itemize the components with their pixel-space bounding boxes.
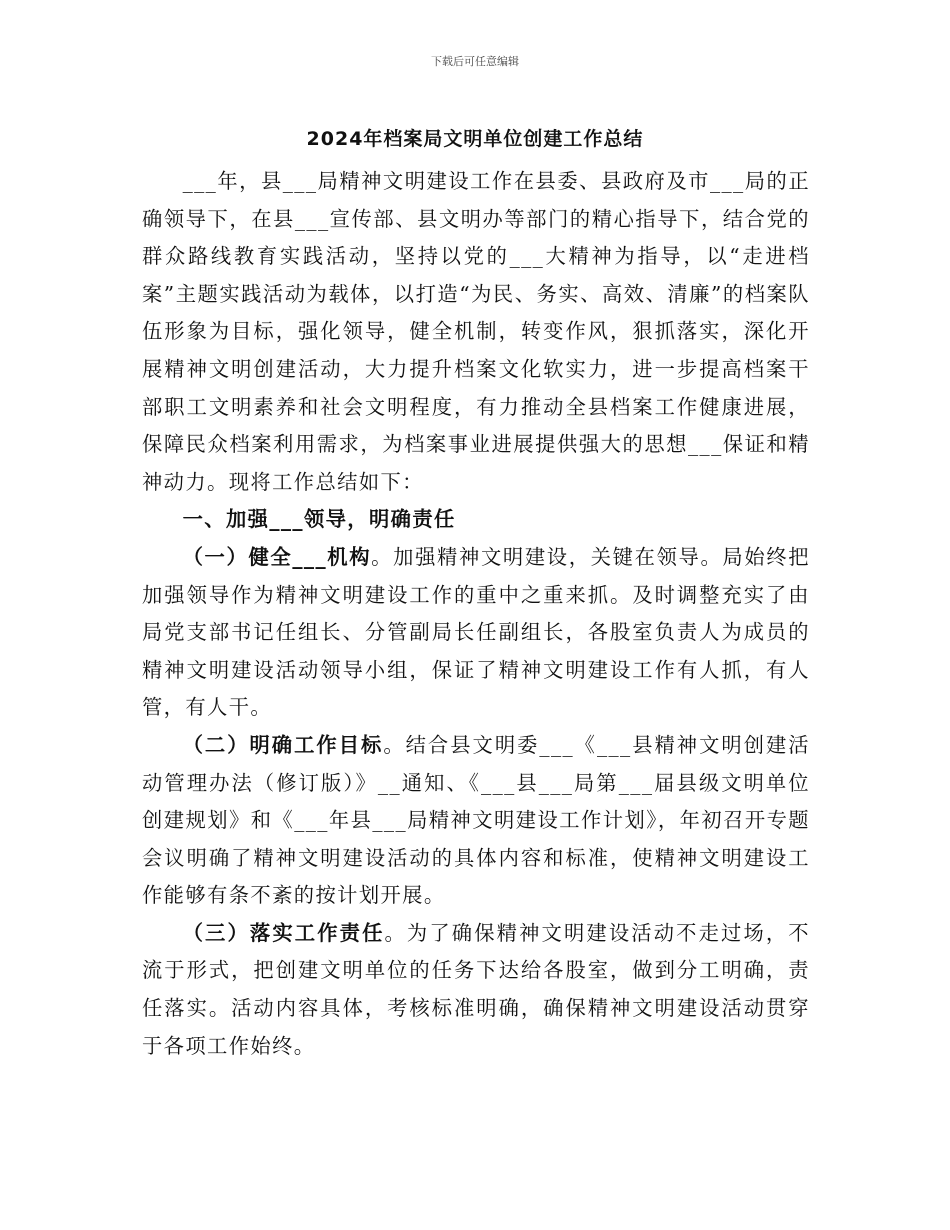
item-3-lead: （三）落实工作责任 bbox=[182, 920, 385, 945]
item-1-text: 。加强精神文明建设，关键在领导。局始终把加强领导作为精神文明建设工作的重中之重来抓。及时调整充实了由局党支部书记任组长、分管副局长任副组长，各股室负责人为成员的精神文明建设活动领导小组，保证了精神文明建设工作有人抓，有人管，有人干。 bbox=[142, 544, 810, 720]
item-3-text: 。为了确保精神文明建设活动不走过场，不流于形式，把创建文明单位的任务下达给各股室，做到分工明确，责任落实。活动内容具体，考核标准明确，确保精神文明建设活动贯穿于各项工作始终。 bbox=[142, 920, 810, 1058]
section-item-3 bbox=[142, 915, 810, 1065]
item-2-lead: （二）明确工作目标 bbox=[182, 732, 384, 757]
intro-paragraph: ___年，县___局精神文明建设工作在县委、县政府及市___局的正确领导下，在县___宣传部、县文明办等部门的精心指导下，结合党的群众路线教育实践活动，坚持以党的___大精神为指导，以“走进档案”主题实践活动为载体，以打造“为民、务实、高效、清廉”的档案队伍形象为目标，强化领导，健全机制，转变作风，狠抓落实，深化开展精神文明创建活动，大力提升档案文化软实力，进一步提高档案干部职工文明素养和社会文明程度，有力推动全县档案工作健康进展，保障民众档案利用需求，为档案事业进展提供强大的思想___保证和精神动力。现将工作总结如下： bbox=[142, 169, 810, 494]
item-2-text: 。结合县文明委___《___县精神文明创建活动管理办法（修订版）》__通知、《___县___局第___届县级文明单位创建规划》和《___年县___局精神文明建设工作计划》，年初召开专题会议明确了精神文明建设活动的具体内容和标准，使精神文明建设工作能够有条不紊的按计划开展。 bbox=[142, 732, 810, 908]
item-1-lead: （一）健全___机构 bbox=[182, 544, 372, 569]
page-header-note: 下载后可任意编辑 bbox=[431, 55, 519, 68]
document-body bbox=[142, 163, 810, 1065]
section-heading: 一、加强___领导，明确责任 bbox=[182, 507, 456, 532]
section-item-1 bbox=[142, 539, 810, 727]
document-title: 2024年档案局文明单位创建工作总结 bbox=[306, 128, 644, 150]
section-item-2 bbox=[142, 727, 810, 915]
